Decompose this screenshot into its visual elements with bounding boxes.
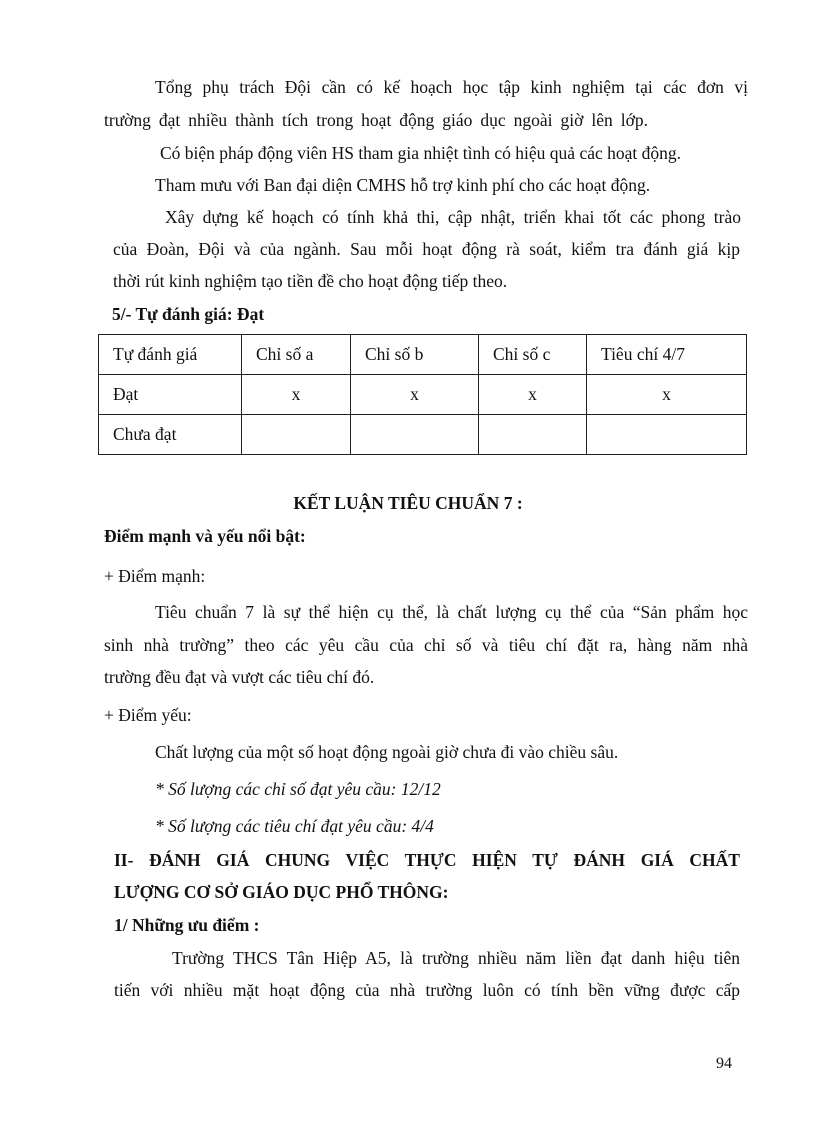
table-row	[99, 415, 747, 455]
criteria-count: * Số lượng các tiêu chí đạt yêu cầu: 4/4	[155, 816, 434, 836]
paragraph-line: sinh nhà trường” theo các yêu cầu của chỉ số và tiêu chí đặt ra, hàng năm nhà	[104, 635, 748, 655]
table-cell: x	[242, 375, 351, 415]
paragraph-line: của Đoàn, Đội và của ngành. Sau mỗi hoạt động rà soát, kiểm tra đánh giá kịp	[113, 239, 740, 259]
paragraph-line: trường đạt nhiều thành tích trong hoạt động giáo dục ngoài giờ lên lớp.	[104, 110, 648, 130]
paragraph-line: tiến với nhiều mặt hoạt động của nhà trường luôn có tính bền vững được cấp	[114, 980, 740, 1000]
subsection-heading: 1/ Những ưu điểm :	[114, 915, 260, 935]
table-header-cell: Chỉ số c	[479, 335, 587, 375]
table-cell: Đạt	[99, 375, 242, 415]
section-title-line: II- ĐÁNH GIÁ CHUNG VIỆC THỰC HIỆN TỰ ĐÁNH GIÁ CHẤT	[114, 850, 740, 870]
paragraph-line: Có biện pháp động viên HS tham gia nhiệt tình có hiệu quả các hoạt động.	[160, 143, 682, 163]
table-header-cell: Chỉ số b	[351, 335, 479, 375]
paragraph-line: Tiêu chuẩn 7 là sự thể hiện cụ thể, là chất lượng cụ thể của “Sản phẩm học	[155, 602, 748, 622]
paragraph-line: Tham mưu với Ban đại diện CMHS hỗ trợ kinh phí cho các hoạt động.	[155, 175, 651, 195]
paragraph-line: Xây dựng kế hoạch có tính khả thi, cập nhật, triển khai tốt các phong trào	[165, 207, 741, 227]
paragraph-line: Trường THCS Tân Hiệp A5, là trường nhiều năm liền đạt danh hiệu tiên	[172, 948, 740, 968]
table-cell	[351, 415, 479, 455]
paragraph-line: trường đều đạt và vượt các tiêu chí đó.	[104, 667, 375, 687]
weaknesses-label: + Điểm yếu:	[104, 705, 192, 725]
self-assessment-heading: 5/- Tự đánh giá: Đạt	[112, 304, 265, 324]
table-header-cell: Chỉ số a	[242, 335, 351, 375]
table-header-cell: Tiêu chí 4/7	[587, 335, 747, 375]
table-header-row	[99, 335, 747, 375]
table-cell: Chưa đạt	[99, 415, 242, 455]
table-cell	[242, 415, 351, 455]
assessment-table	[98, 334, 747, 455]
table-cell: x	[351, 375, 479, 415]
paragraph-line: Tổng phụ trách Đội cần có kế hoạch học tập kinh nghiệm tại các đơn vị	[155, 77, 748, 97]
indicator-count: * Số lượng các chỉ số đạt yêu cầu: 12/12	[155, 779, 441, 799]
page-number: 94	[716, 1055, 732, 1072]
paragraph-line: thời rút kinh nghiệm tạo tiền đề cho hoạt động tiếp theo.	[113, 271, 508, 291]
conclusion-subtitle: Điểm mạnh và yếu nổi bật:	[104, 526, 306, 546]
strengths-label: + Điểm mạnh:	[104, 566, 206, 586]
table-cell: x	[587, 375, 747, 415]
table-cell: x	[479, 375, 587, 415]
paragraph-line: Chất lượng của một số hoạt động ngoài giờ chưa đi vào chiều sâu.	[155, 742, 619, 762]
section-title-line: LƯỢNG CƠ SỞ GIÁO DỤC PHỔ THÔNG:	[114, 882, 449, 902]
conclusion-title: KẾT LUẬN TIÊU CHUẨN 7 :	[293, 493, 523, 513]
table-row	[99, 375, 747, 415]
table-cell	[587, 415, 747, 455]
table-header-cell: Tự đánh giá	[99, 335, 242, 375]
table-cell	[479, 415, 587, 455]
